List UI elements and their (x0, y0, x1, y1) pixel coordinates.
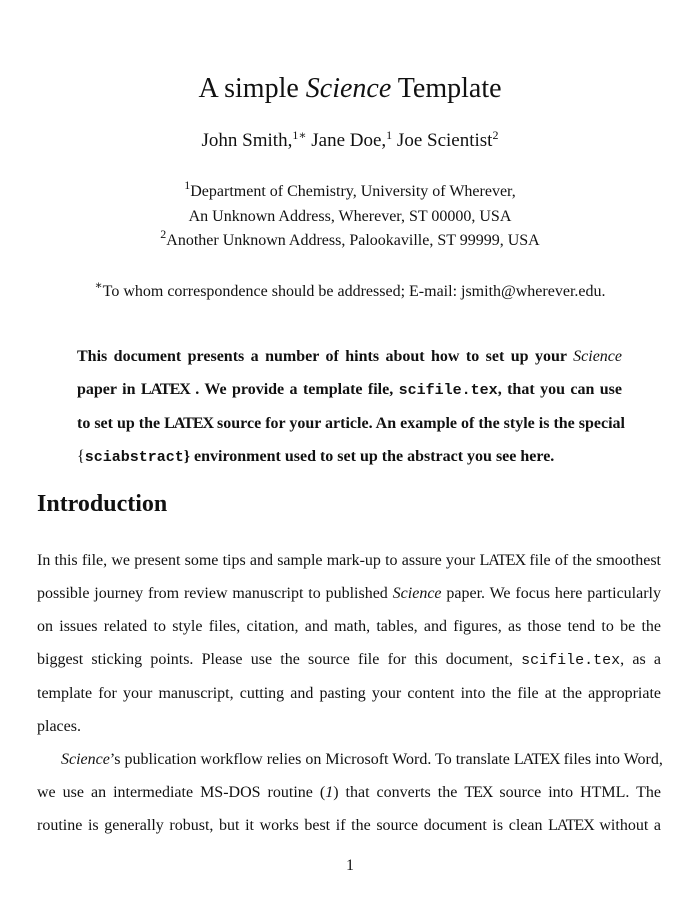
tex-logo: TEX (464, 784, 493, 801)
author-affil-mark: 1∗ (292, 128, 307, 142)
author-list (0, 129, 700, 153)
author-name: John Smith, (201, 130, 293, 151)
affiliations (0, 180, 700, 254)
abstract-line: to set up the LATEX source for your article. An example of the style is the special (77, 415, 625, 432)
latex-logo: LATEX (548, 817, 594, 834)
affiliation-line: $^1$Department of Chemistry, University of Wherever, (184, 178, 516, 200)
author-affil-mark: 2 (492, 128, 499, 142)
page-number: 1 (346, 857, 354, 874)
affiliation-line: An Unknown Address, Wherever, ST 00000, USA (188, 207, 512, 225)
paragraph: In this file, we present some tips and sample mark-up to assure your LATEX file of the smoothest possible journey from review manuscript to published Science paper. We focus here particularly on issues related to style files, citation, and math, tables, and figures, as those tend to be the biggest sticking points. Please use the source file for this document, scifile.tex, as a template for your manuscript, cutting and pasting your content into the file at the appropriate places. (37, 552, 661, 735)
author-name: Joe Scientist (396, 130, 493, 151)
affiliation-line: $^2$Another Unknown Address, Palookaville, ST 99999, USA (160, 227, 540, 249)
latex-logo: LATEX (164, 415, 214, 432)
latex-logo: LATEX (140, 381, 190, 398)
title-italic: Science (305, 73, 392, 104)
abstract (77, 340, 625, 474)
author-name: Jane Doe, (311, 130, 387, 151)
author-affil-mark: 1 (386, 128, 393, 142)
abstract-line: {sciabstract} environment used to set up the abstract you see here. (77, 448, 555, 466)
abstract-line: This document presents a number of hints about how to set up your Science (77, 348, 622, 365)
section-heading: Introduction (37, 491, 168, 517)
citation-number: 1 (325, 784, 334, 801)
latex-logo: LATEX (479, 552, 526, 569)
latex-logo: LATEX (513, 751, 560, 768)
correspondence-note: ∗To whom correspondence should be addressed; E-mail: jsmith@wherever.edu. (94, 278, 606, 300)
paper-title: A simple Science Template (198, 73, 502, 104)
abstract-line: paper in LATEX . We provide a template file, scifile.tex, that you can use (77, 381, 623, 399)
body-text (37, 544, 661, 842)
paragraph: Science’s publication workflow relies on Microsoft Word. To translate LATEX files into Word, we use an intermediate MS-DOS routine (1) that converts the TEX source into HTML. The routine is generally robust, but it works best if the source document is clean LATEX without a (37, 751, 663, 834)
